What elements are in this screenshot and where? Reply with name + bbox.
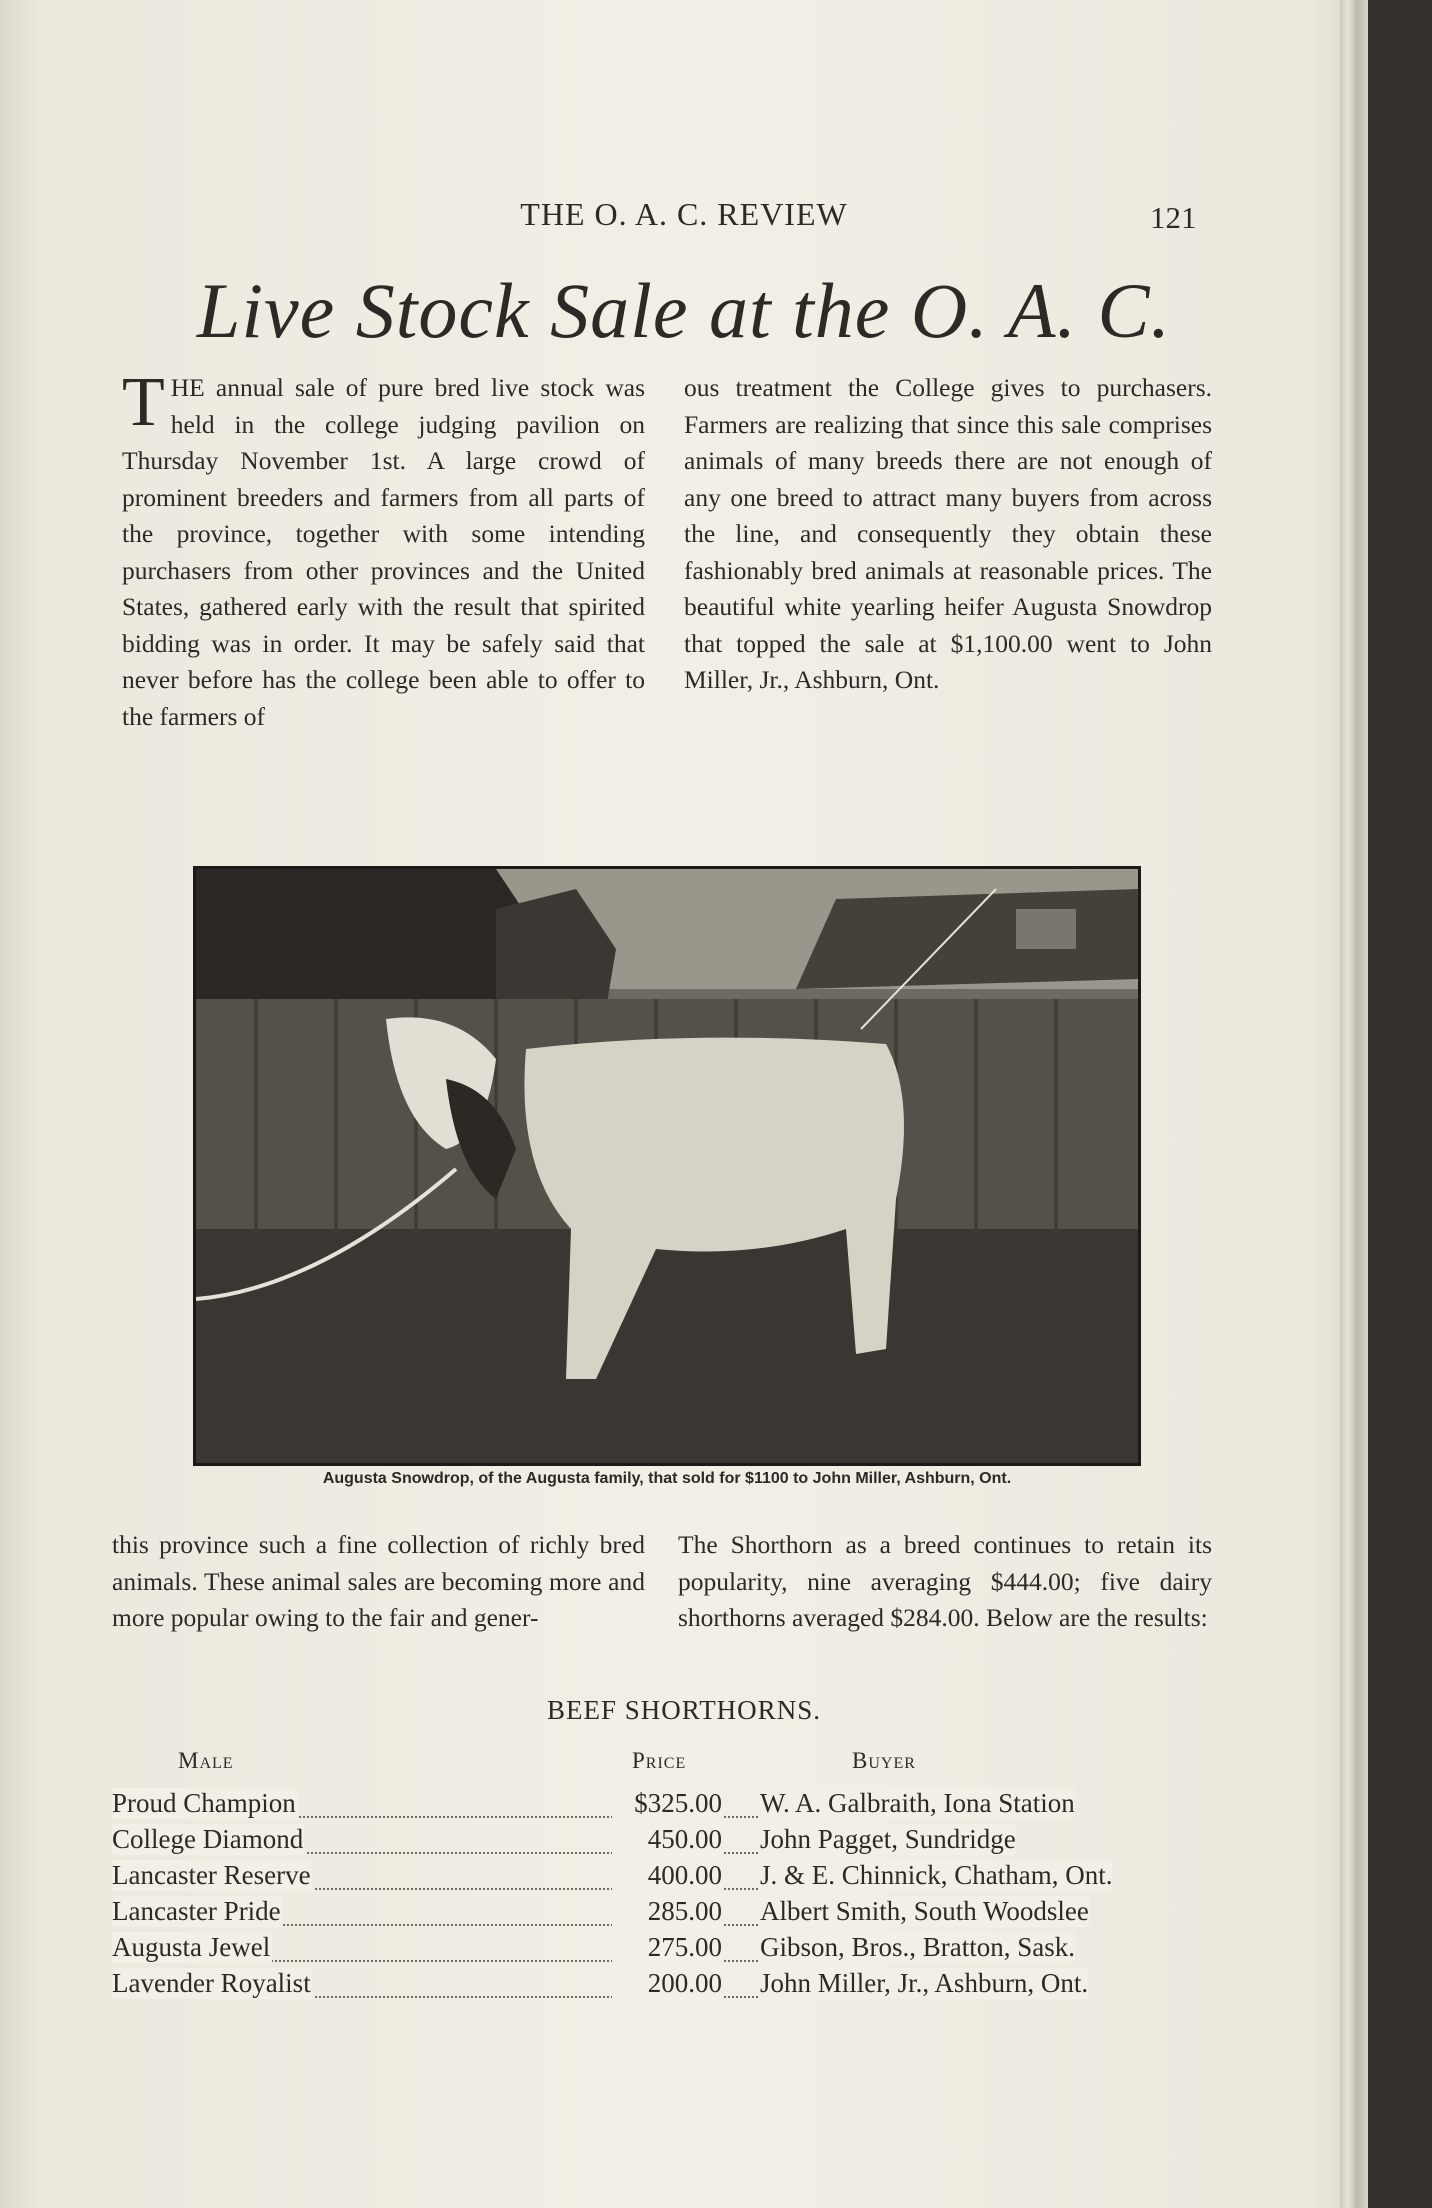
header-price: Price xyxy=(632,1748,687,1773)
buyer-name: John Miller, Jr., Ashburn, Ont. xyxy=(760,1968,1089,1998)
section-title: BEEF SHORTHORNS. xyxy=(547,1695,821,1725)
paragraph-text: The Shorthorn as a breed continues to retain its popularity, nine averaging $444.00; five dairy shorthorns averaged $284.00. Below are the results: xyxy=(678,1530,1212,1632)
paragraph-text: ous treatment the College gives to purchasers. Farmers are realizing that since this sale comprises animals of many breeds there are not enough of any one breed to attract many buyers from across the line, and consequently they obtain these fashionably bred animals at reasonable prices. The beautiful white yearling heifer Augusta Snowdrop that topped the sale at $1,100.00 went to John Miller, Jr., Ashburn, Ont. xyxy=(684,373,1212,694)
sale-price: 400.00 xyxy=(612,1860,722,1891)
sale-price: 200.00 xyxy=(612,1968,722,1999)
animal-name: Lavender Royalist xyxy=(112,1968,311,1998)
column-1-top xyxy=(122,364,645,735)
animal-name: Lancaster Pride xyxy=(112,1896,281,1926)
sale-price: 275.00 xyxy=(612,1932,722,1963)
paragraph-text: this province such a fine collection of richly bred animals. These animal sales are becoming more and more popular owing to the fair and gener- xyxy=(112,1530,645,1632)
article-title: Live Stock Sale at the O. A. C. xyxy=(196,267,1172,354)
cattle-photograph xyxy=(193,866,1141,1466)
column-2-bottom xyxy=(678,1527,1212,1637)
drop-cap: T xyxy=(122,364,165,441)
sale-price: $325.00 xyxy=(612,1788,722,1819)
column-2-top xyxy=(684,370,1212,699)
animal-name: Augusta Jewel xyxy=(112,1932,271,1962)
buyer-name: J. & E. Chinnick, Chatham, Ont. xyxy=(760,1860,1113,1890)
sale-price: 450.00 xyxy=(612,1824,722,1855)
table-row xyxy=(112,1860,1212,1896)
table-row xyxy=(112,1932,1212,1968)
buyer-name: John Pagget, Sundridge xyxy=(760,1824,1016,1854)
photo-caption: Augusta Snowdrop, of the Augusta family, that sold for $1100 to John Miller, Ashburn, Ont. xyxy=(322,1470,1012,1487)
table-row xyxy=(112,1788,1212,1824)
buyer-name: Albert Smith, South Woodslee xyxy=(760,1896,1089,1926)
table-row xyxy=(112,1968,1212,2004)
page-number: 121 xyxy=(1150,200,1197,235)
header-male: Male xyxy=(178,1748,234,1773)
paragraph-text: HE annual sale of pure bred live stock was held in the college judging pavilion on Thursday November 1st. A large crowd of prominent breeders and farmers from all parts of the province, together with some intending purchasers from other provinces and the United States, gathered early with the result that spirited bidding was in order. It may be safely said that never before has the college been able to offer to the farmers of xyxy=(122,373,645,731)
table-row xyxy=(112,1824,1212,1860)
column-1-bottom xyxy=(112,1527,645,1637)
book-edge xyxy=(1368,0,1432,2208)
header-buyer: Buyer xyxy=(852,1748,916,1773)
buyer-name: W. A. Galbraith, Iona Station xyxy=(760,1788,1075,1818)
table-row xyxy=(112,1896,1212,1932)
sale-price: 285.00 xyxy=(612,1896,722,1927)
animal-name: Lancaster Reserve xyxy=(112,1860,311,1890)
animal-name: Proud Champion xyxy=(112,1788,296,1818)
running-header: THE O. A. C. REVIEW xyxy=(520,196,848,232)
buyer-name: Gibson, Bros., Bratton, Sask. xyxy=(760,1932,1076,1962)
animal-name: College Diamond xyxy=(112,1824,304,1854)
